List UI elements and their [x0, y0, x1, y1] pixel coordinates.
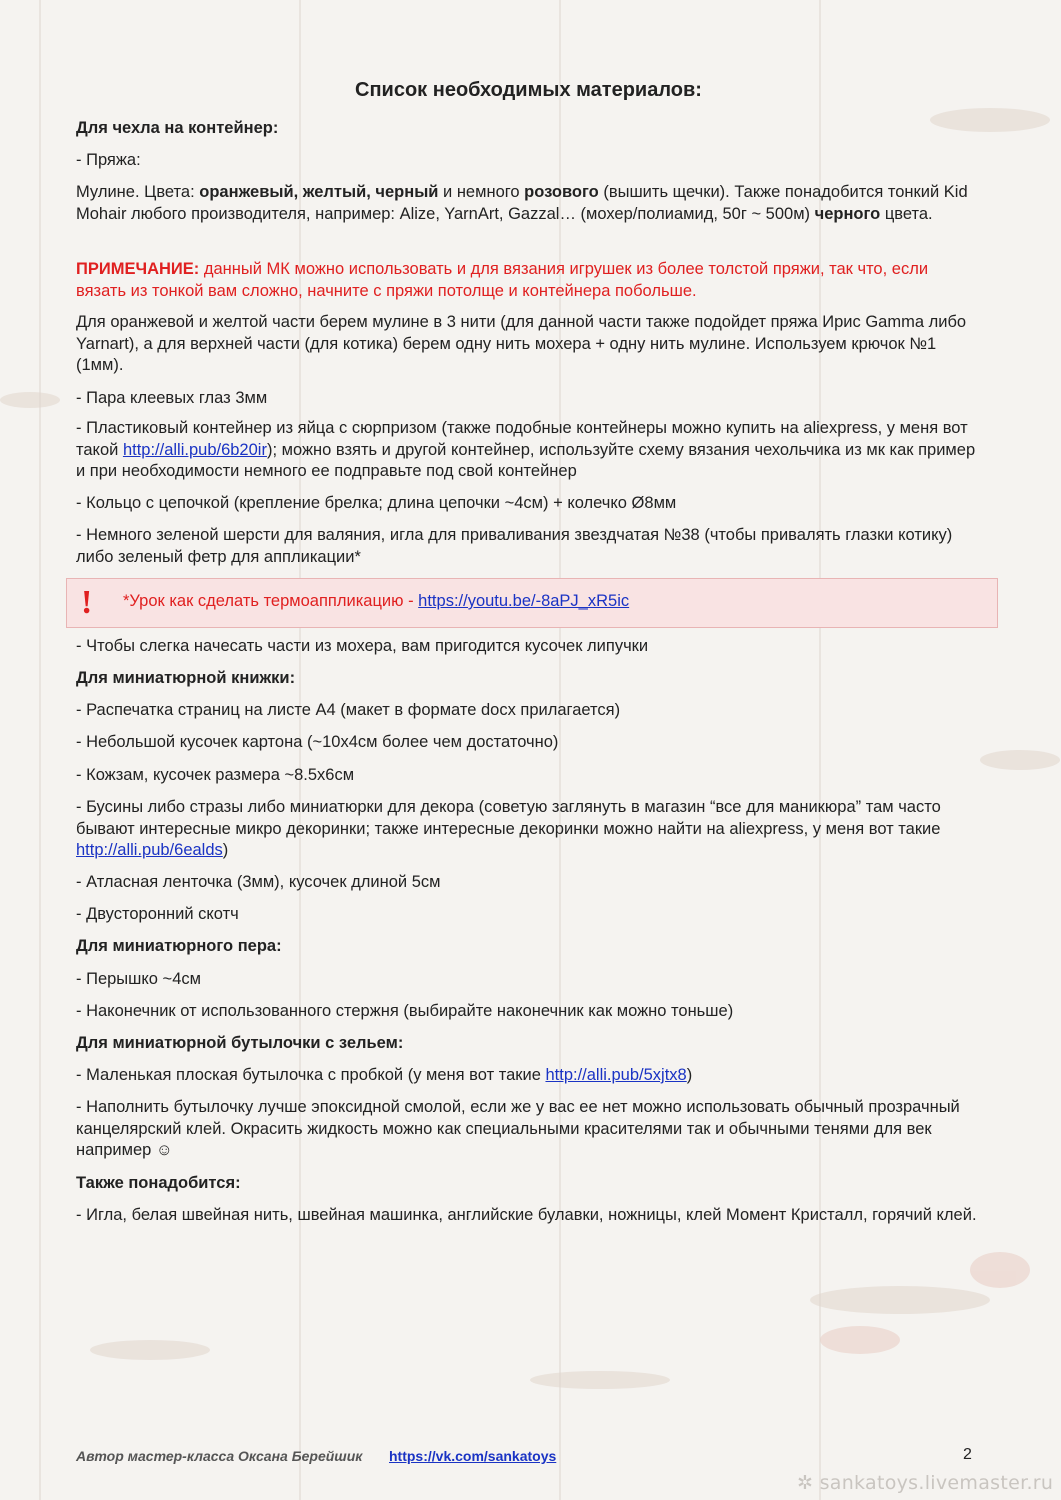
- eyes-item: - Пара клеевых глаз 3мм: [76, 389, 268, 407]
- threads-paragraph: Для оранжевой и желтой части берем мулине в 3 нити (для данной части также подойдет пряжа Ирис Gamma либо Yarnart), а для верхней части (для котика) берем одну нить мохера + одну нить мулине. Используем крючок №1 (1мм).: [76, 313, 967, 374]
- tip-item: - Наконечник от использованного стержня (выбирайте наконечник как можно тоньше): [76, 1002, 734, 1020]
- mouline-paragraph: Мулине. Цвета: оранжевый, желтый, черный и немного розового (вышить щечки). Также понадобится тонкий Kid Mohair любого производителя, например: Alize, YarnArt, Gazzal… (мохер/полиамид, 50г ~ 500м) черного цвета.: [76, 183, 968, 223]
- note-label: ПРИМЕЧАНИЕ:: [76, 260, 200, 278]
- also-items: - Игла, белая швейная нить, швейная машинка, английские булавки, ножницы, клей Момент Кристалл, горячий клей.: [76, 1206, 977, 1224]
- leather-item: - Кожзам, кусочек размера ~8.5х6см: [76, 766, 355, 784]
- container-item: - Пластиковый контейнер из яйца с сюрпризом (также подобные контейнеры можно купить на aliexpress, у меня вот такой http://alli.pub/6b20ir); можно взять и другой контейнер, используйте схему вязания чехольчика из мк как пример и при необходимости немного ее подправьте под свой контейнер: [76, 419, 976, 480]
- feather-item: - Перышко ~4см: [76, 970, 201, 988]
- bottle-link[interactable]: http://alli.pub/5xjtx8: [545, 1066, 687, 1084]
- cardboard-item: - Небольшой кусочек картона (~10х4см более чем достаточно): [76, 733, 559, 751]
- exclamation-icon: !: [81, 584, 93, 621]
- fill-item: - Наполнить бутылочку лучше эпоксидной смолой, если же у вас ее нет можно использовать обычный прозрачный канцелярский клей. Окрасить жидкость можно как специальными красителями так и обычными тенями для век например ☺: [76, 1098, 960, 1159]
- pen-heading: Для миниатюрного пера:: [76, 937, 282, 955]
- page-number: 2: [963, 1446, 972, 1463]
- thermo-applique-callout: [66, 578, 998, 628]
- beads-link[interactable]: http://alli.pub/6ealds: [76, 841, 223, 859]
- velcro-item: - Чтобы слегка начесать части из мохера, вам пригодится кусочек липучки: [76, 637, 649, 655]
- footer-vk-link[interactable]: https://vk.com/sankatoys: [389, 1448, 557, 1464]
- book-heading: Для миниатюрной книжки:: [76, 669, 296, 687]
- ribbon-item: - Атласная ленточка (3мм), кусочек длиной 5см: [76, 873, 441, 891]
- also-heading: Также понадобится:: [76, 1174, 241, 1192]
- footer-author: Автор мастер-класса Оксана Берейшик: [76, 1448, 363, 1464]
- wool-item: - Немного зеленой шерсти для валяния, игла для приваливания звездчатая №38 (чтобы привалять глазки котику) либо зеленый фетр для аппликации*: [76, 526, 953, 566]
- yarn-label: - Пряжа:: [76, 151, 141, 169]
- callout-link[interactable]: https://youtu.be/-8aPJ_xR5ic: [418, 592, 630, 610]
- case-heading: Для чехла на контейнер:: [76, 119, 279, 137]
- page-title: Список необходимых материалов:: [355, 79, 702, 101]
- bottle-heading: Для миниатюрной бутылочки с зельем:: [76, 1034, 404, 1052]
- beads-item: - Бусины либо стразы либо миниатюрки для декора (советую заглянуть в магазин “все для маникюра” там часто бывают интересные микро декоринки; также интересные декоринки можно найти на aliexpress, у меня вот такие http://alli.pub/6ealds): [76, 798, 941, 859]
- ring-item: - Кольцо с цепочкой (крепление брелка; длина цепочки ~4см) + колечко Ø8мм: [76, 494, 677, 512]
- print-item: - Распечатка страниц на листе А4 (макет в формате docx прилагается): [76, 701, 621, 719]
- container-link[interactable]: http://alli.pub/6b20ir: [122, 440, 267, 459]
- note-paragraph: ПРИМЕЧАНИЕ: данный МК можно использовать и для вязания игрушек из более толстой пряжи, так что, если вязать из тонкой вам сложно, начните с пряжи потолще и контейнера побольше.: [76, 260, 929, 300]
- watermark-icon: ✲: [797, 1472, 820, 1494]
- tape-item: - Двусторонний скотч: [76, 905, 239, 923]
- bottle-item: - Маленькая плоская бутылочка с пробкой (у меня вот такие http://alli.pub/5xjtx8): [76, 1066, 693, 1084]
- callout-text: *Урок как сделать термоаппликацию - https://youtu.be/-8aPJ_xR5ic: [123, 592, 630, 610]
- watermark: ✲ sankatoys.livemaster.ru: [797, 1472, 1054, 1494]
